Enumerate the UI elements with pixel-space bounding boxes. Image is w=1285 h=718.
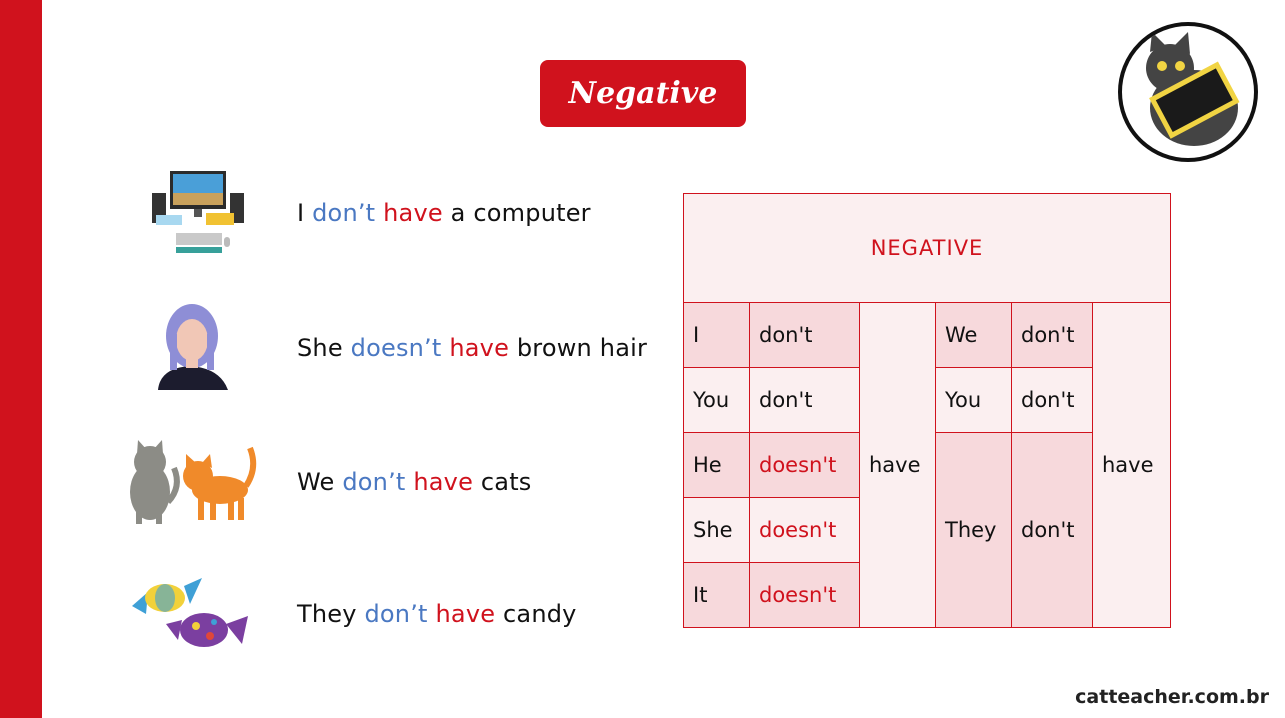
example-auxiliary: don’t [312,199,376,227]
example-verb: have [413,468,474,496]
computer-desk-icon [110,163,260,263]
example-row [100,163,680,263]
table-subject: She [684,498,750,563]
example-verb: have [449,334,510,362]
table-auxiliary: doesn't [750,433,860,498]
table-auxiliary: don't [750,303,860,368]
table-auxiliary: doesn't [750,563,860,628]
example-auxiliary: don’t [342,468,406,496]
purple-hair-girl-icon [110,298,260,398]
example-auxiliary: doesn’t [350,334,442,362]
example-subject: They [297,600,357,628]
example-object: cats [480,468,532,496]
example-row [100,298,680,398]
table-subject: You [684,368,750,433]
table-subject: We [936,303,1012,368]
site-url-footer: catteacher.com.br [1075,686,1269,708]
table-auxiliary: don't [1012,303,1093,368]
example-sentence [297,334,647,362]
example-row [100,432,680,532]
example-subject: I [297,199,305,227]
table-auxiliary: don't [750,368,860,433]
table-subject: I [684,303,750,368]
table-header: NEGATIVE [684,194,1171,303]
logo-text [1122,26,1123,27]
cat-teacher-logo [1118,22,1258,162]
table-auxiliary: don't [1012,433,1093,628]
example-verb: have [435,600,496,628]
example-subject: She [297,334,343,362]
table-subject: You [936,368,1012,433]
example-row [100,564,680,664]
candies-icon [110,564,260,664]
two-cats-icon [110,432,260,532]
table-verb: have [860,303,936,628]
table-subject: He [684,433,750,498]
slide-title [540,60,746,127]
negative-conjugation-table [683,193,1171,628]
slide-title-text: Negative [568,76,718,111]
table-verb: have [1093,303,1171,628]
example-sentence [297,468,532,496]
left-accent-bar [0,0,42,718]
table-subject: They [936,433,1012,628]
example-sentence [297,600,577,628]
example-object: a computer [450,199,591,227]
example-sentence [297,199,591,227]
example-object: brown hair [516,334,648,362]
table-auxiliary: doesn't [750,498,860,563]
example-object: candy [503,600,577,628]
example-auxiliary: don’t [364,600,428,628]
example-verb: have [383,199,443,227]
table-auxiliary: don't [1012,368,1093,433]
cat-teacher-logo-icon [1122,26,1254,158]
example-subject: We [297,468,335,496]
table-subject: It [684,563,750,628]
